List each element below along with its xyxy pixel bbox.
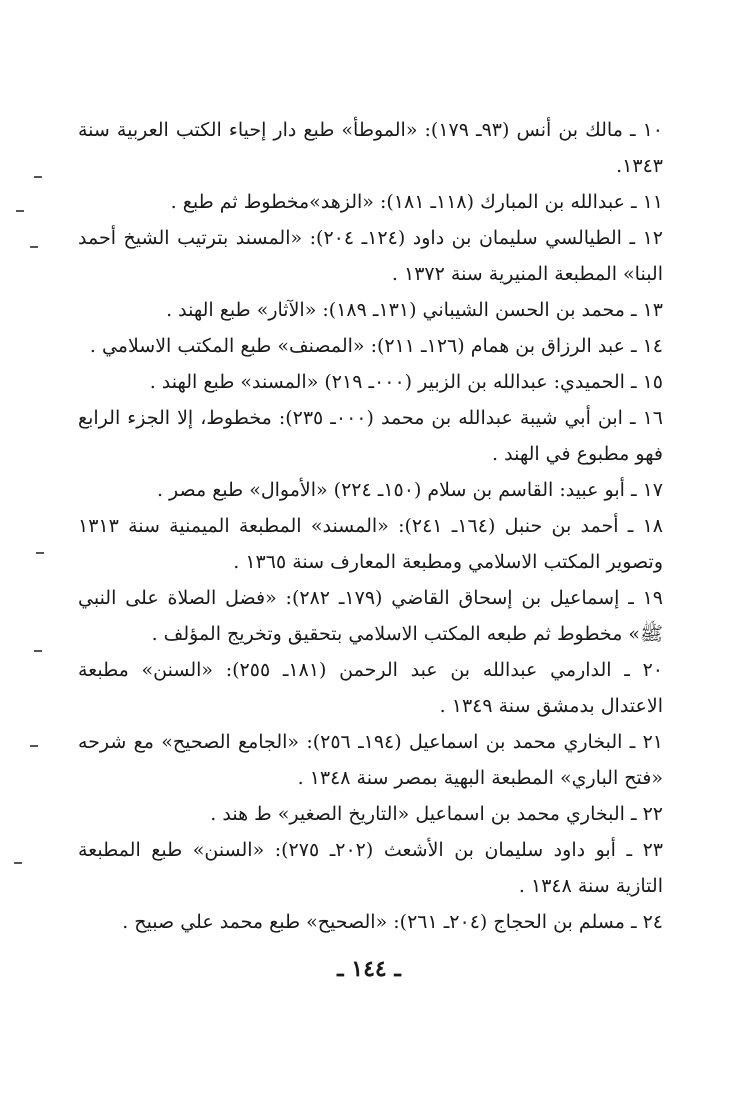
margin-mark: [14, 862, 22, 864]
margin-mark: [30, 246, 38, 248]
list-item: ٢١ ـ البخاري محمد بن اسماعيل (١٩٤ـ ٢٥٦): «الجامع الصحيح» مع شرحه «فتح الباري» المطبعة البهية بمصر سنة ١٣٤٨ .: [78, 731, 663, 789]
margin-mark: [16, 210, 24, 212]
margin-mark: [34, 176, 42, 178]
list-item: ١٢ ـ الطيالسي سليمان بن داود (١٢٤ـ ٢٠٤): «المسند بترتيب الشيخ أحمد البنا» المطبعة المنيرية سنة ١٣٧٢ .: [78, 227, 663, 285]
list-item: ١٨ ـ أحمد بن حنبل (١٦٤ـ ٢٤١): «المسند» المطبعة الميمنية سنة ١٣١٣ وتصوير المكتب الاسلامي ومطبعة المعارف سنة ١٣٦٥ .: [78, 515, 663, 573]
page-number: ـ ١٤٤ ـ: [337, 956, 401, 982]
list-item: ٢٠ ـ الدارمي عبدالله بن عبد الرحمن (١٨١ـ ٢٥٥): «السنن» مطبعة الاعتدال بدمشق سنة ١٣٤٩ .: [78, 659, 663, 717]
list-item: ١٣ ـ محمد بن الحسن الشيباني (١٣١ـ ١٨٩): «الآثار» طبع الهند .: [166, 299, 663, 321]
list-item: ٢٣ ـ أبو داود سليمان بن الأشعث (٢٠٢ـ ٢٧٥): «السنن» طبع المطبعة التازية سنة ١٣٤٨ .: [78, 839, 663, 897]
list-item: ١٧ ـ أبو عبيد: القاسم بن سلام (١٥٠ـ ٢٢٤) «الأموال» طبع مصر .: [156, 479, 663, 501]
margin-mark: [30, 745, 38, 747]
list-item: ١٠ ـ مالك بن أنس (٩٣ـ ١٧٩): «الموطأ» طبع دار إحياء الكتب العربية سنة ١٣٤٣.: [78, 119, 663, 177]
reference-list: [78, 112, 663, 940]
list-item: ١٩ ـ إسماعيل بن إسحاق القاضي (١٧٩ـ ٢٨٢): «فضل الصلاة على النبي ﷺ» مخطوط ثم طبعه المكتب الاسلامي بتحقيق وتخريج المؤلف .: [78, 587, 664, 645]
list-item: ٢٤ ـ مسلم بن الحجاج (٢٠٤ـ ٢٦١): «الصحيح» طبع محمد علي صبيح .: [122, 911, 663, 933]
list-item: ١٥ ـ الحميدي: عبدالله بن الزبير (٠٠٠ـ ٢١٩) «المسند» طبع الهند .: [149, 371, 663, 393]
list-item: ١١ ـ عبدالله بن المبارك (١١٨ـ ١٨١): «الزهد»مخطوط ثم طبع .: [170, 191, 663, 213]
list-item: ١٤ ـ عبد الرزاق بن همام (١٢٦ـ ٢١١): «المصنف» طبع المكتب الاسلامي .: [89, 335, 663, 357]
margin-mark: [34, 650, 42, 652]
margin-mark: [36, 552, 44, 554]
list-item: ١٦ ـ ابن أبي شيبة عبدالله بن محمد (٠٠٠ـ ٢٣٥): مخطوط، إلا الجزء الرابع فهو مطبوع في الهند .: [78, 407, 664, 465]
list-item: ٢٢ ـ البخاري محمد بن اسماعيل «التاريخ الصغير» ط هند .: [210, 803, 663, 825]
